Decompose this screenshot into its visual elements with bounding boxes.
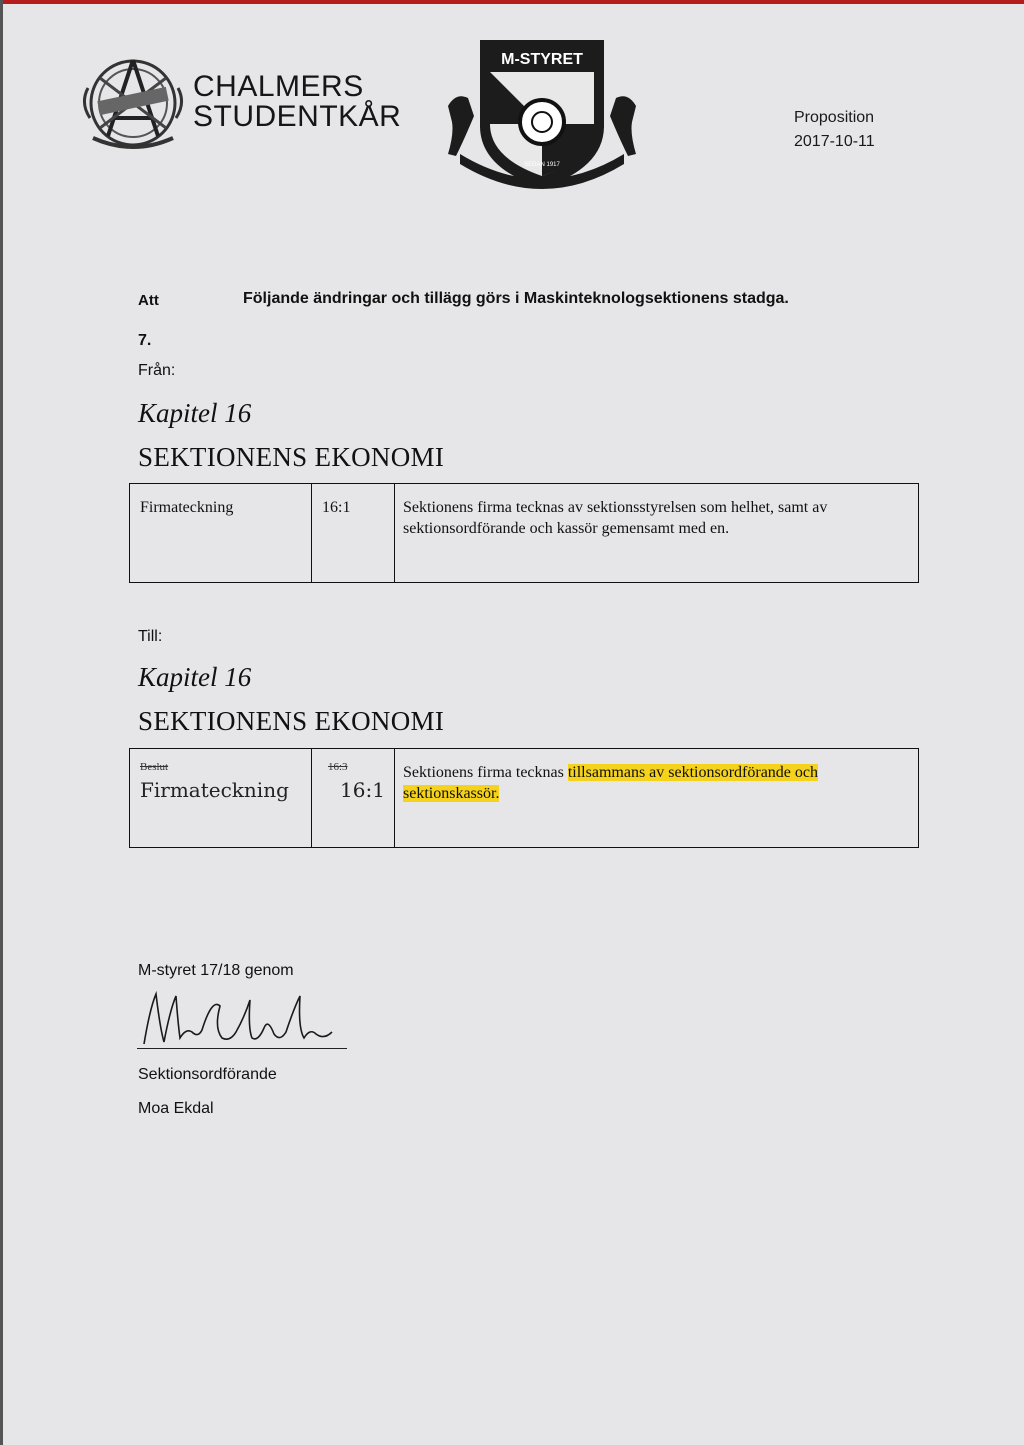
scan-edge-top [0, 0, 1024, 4]
to-cell-text-highlight: tillsammans av sektionsordförande och sektionskassör. [403, 764, 819, 802]
to-cell-title-handwritten: Firmateckning [140, 778, 289, 802]
to-table [129, 748, 919, 848]
org-name-line2: STUDENTKÅR [193, 100, 402, 133]
att-label: Att [138, 292, 159, 309]
from-chapter: Kapitel 16 [138, 398, 252, 428]
signature-line [137, 1048, 347, 1049]
doc-date: 2017-10-11 [794, 133, 875, 150]
handwritten-signature [140, 988, 350, 1050]
shield-subtitle-text: SEDAN 1917 [524, 162, 560, 168]
signatory-name: Moa Ekdal [138, 1100, 214, 1117]
from-heading: SEKTIONENS EKONOMI [138, 442, 445, 472]
to-label: Till: [138, 628, 163, 645]
signature-org: M-styret 17/18 genom [138, 962, 294, 979]
to-heading: SEKTIONENS EKONOMI [138, 706, 445, 736]
shield-title-text: M-STYRET [501, 51, 583, 68]
to-cell-text [395, 749, 918, 847]
scan-edge-left [0, 0, 3, 1445]
from-label: Från: [138, 362, 176, 379]
from-table [129, 483, 919, 583]
to-cell-number-handwritten: 16:1 [340, 778, 385, 802]
to-cell-number-struck: 16:3 [328, 761, 348, 773]
from-cell-text: Sektionens firma tecknas av sektionsstyrelsen som helhet, samt av sektionsordförande och kassör gemensamt med en. [403, 499, 828, 537]
m-styret-shield-logo [442, 36, 642, 196]
to-cell-number [312, 749, 395, 847]
to-cell-title [130, 749, 312, 847]
doc-type: Proposition [794, 109, 875, 126]
to-chapter: Kapitel 16 [138, 662, 252, 692]
att-text: Följande ändringar och tillägg görs i Maskinteknologsektionens stadga. [243, 290, 789, 307]
from-cell-title: Firmateckning [130, 484, 312, 582]
chalmers-crest-logo [78, 48, 188, 158]
org-name [193, 72, 401, 132]
org-name-line1: CHALMERS [193, 70, 364, 103]
item-number: 7. [138, 332, 152, 349]
from-cell-number: 16:1 [312, 484, 395, 582]
proposition-block [794, 106, 875, 154]
to-cell-title-struck: Beslut [140, 761, 169, 773]
to-cell-text-plain: Sektionens firma tecknas [403, 764, 568, 781]
signatory-title: Sektionsordförande [138, 1066, 277, 1083]
